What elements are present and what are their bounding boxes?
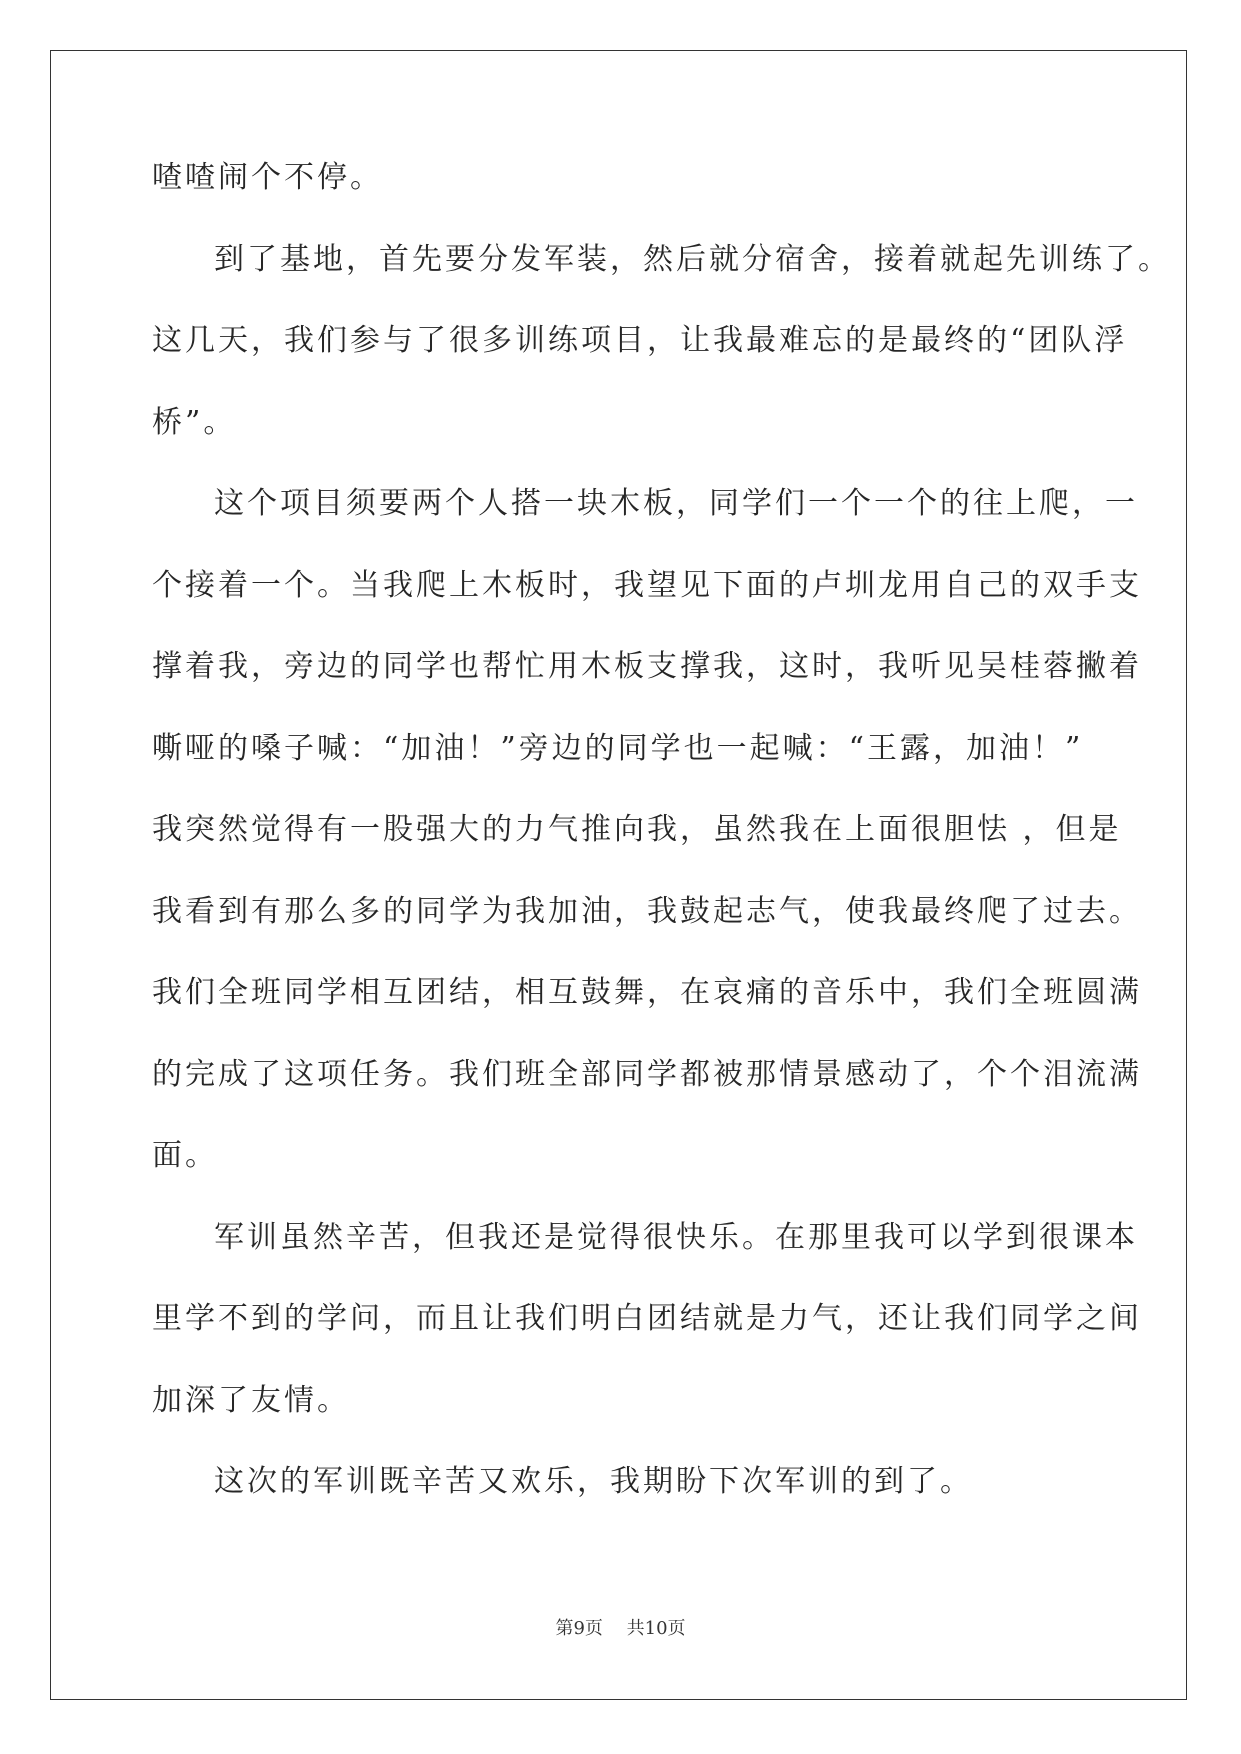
page-number-total: 共10页 bbox=[626, 1618, 686, 1639]
text-line: 这几天，我们参与了很多训练项目，让我最难忘的是最终的“团队浮 bbox=[152, 323, 1128, 358]
text-line: 撑着我，旁边的同学也帮忙用木板支撑我，这时，我听见吴桂蓉撇着 bbox=[152, 649, 1142, 684]
text-line: 嘶哑的嗓子喊：“加油！”旁边的同学也一起喊：“王露，加油！” bbox=[152, 730, 1084, 766]
text-line: 桥”。 bbox=[152, 404, 237, 440]
text-line: 到了基地，首先要分发军装，然后就分宿舍，接着就起先训练了。 bbox=[214, 241, 1171, 277]
text-line: 军训虽然辛苦，但我还是觉得很快乐。在那里我可以学到很课本 bbox=[214, 1219, 1138, 1255]
text-line: 我看到有那么多的同学为我加油，我鼓起志气，使我最终爬了过去。 bbox=[152, 893, 1142, 929]
text-line: 的完成了这项任务。我们班全部同学都被那情景感动了，个个泪流满 bbox=[152, 1056, 1142, 1092]
text-line: 里学不到的学问，而且让我们明白团结就是力气，还让我们同学之间 bbox=[152, 1301, 1142, 1336]
text-line: 这个项目须要两个人搭一块木板，同学们一个一个的往上爬，一 bbox=[214, 486, 1138, 521]
text-line: 面。 bbox=[152, 1138, 218, 1173]
text-line: 加深了友情。 bbox=[152, 1382, 350, 1418]
text-line: 这次的军训既辛苦又欢乐，我期盼下次军训的到了。 bbox=[214, 1464, 973, 1499]
document-body bbox=[152, 160, 1171, 1546]
text-line: 我突然觉得有一股强大的力气推向我，虽然我在上面很胆怯 ，但是 bbox=[152, 812, 1122, 847]
text-line: 喳喳闹个不停。 bbox=[152, 160, 383, 195]
page-footer bbox=[0, 1614, 1241, 1640]
page-number-current: 第9页 bbox=[555, 1618, 603, 1639]
text-line: 个接着一个。当我爬上木板时，我望见下面的卢圳龙用自己的双手支 bbox=[152, 567, 1142, 603]
text-line: 我们全班同学相互团结，相互鼓舞，在哀痛的音乐中，我们全班圆满 bbox=[152, 975, 1142, 1010]
